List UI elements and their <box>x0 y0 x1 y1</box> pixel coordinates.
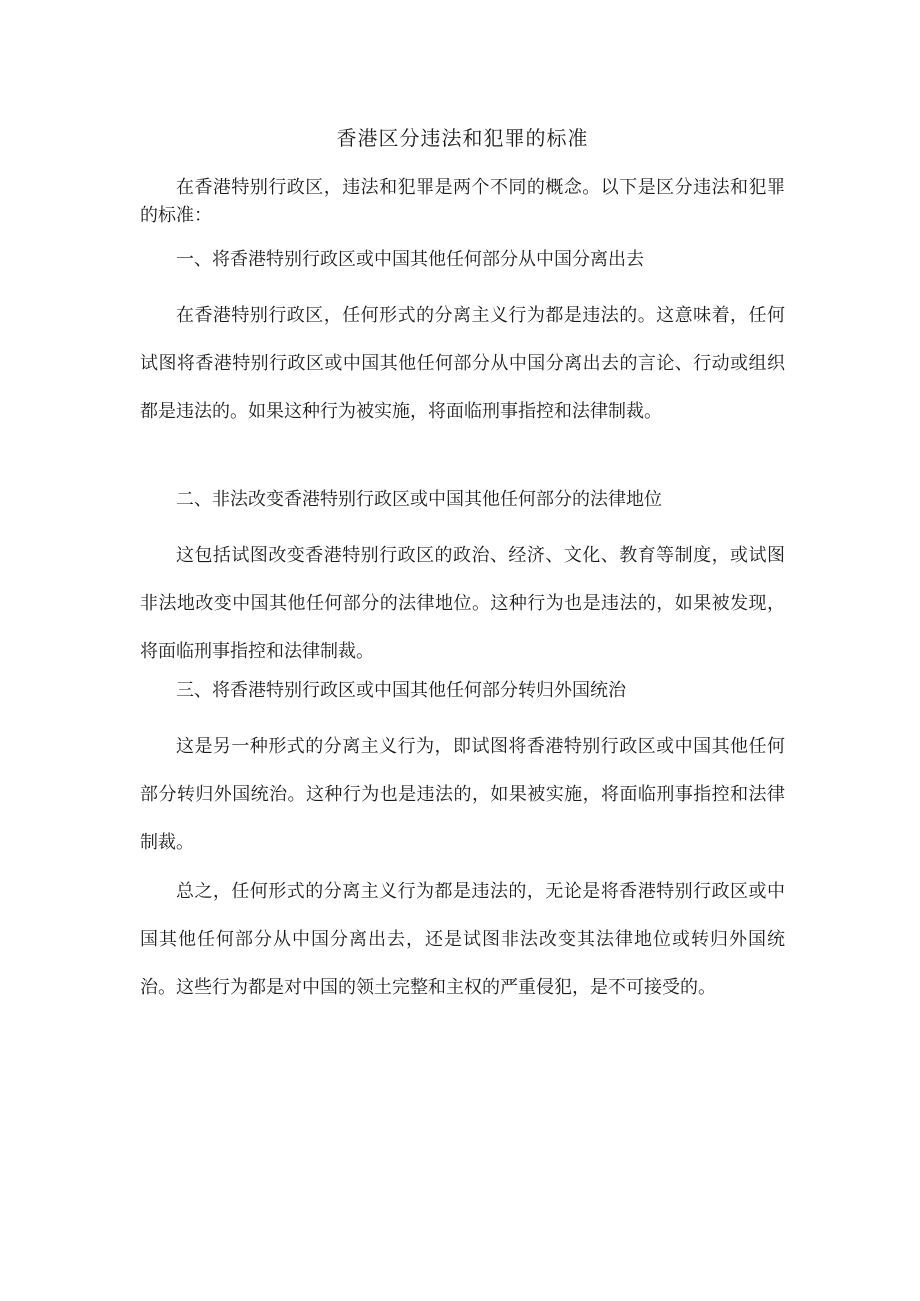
document-title: 香港区分违法和犯罪的标准 <box>336 126 589 150</box>
section-1-heading: 一、将香港特别行政区或中国其他任何部分从中国分离出去 <box>176 249 644 270</box>
section-1-body: 在香港特别行政区，任何形式的分离主义行为都是违法的。这意味着，任何试图将香港特别行政区或中国其他任何部分从中国分离出去的言论、行动或组织都是违法的。如果这种行为被实施，将面临刑事指控和法律制裁。 <box>140 305 785 422</box>
section-3-heading: 三、将香港特别行政区或中国其他任何部分转归外国统治 <box>176 680 626 701</box>
section-3-body: 这是另一种形式的分离主义行为，即试图将香港特别行政区或中国其他任何部分转归外国统治。这种行为也是违法的，如果被实施，将面临刑事指控和法律制裁。 <box>140 736 785 853</box>
section-2-body: 这包括试图改变香港特别行政区的政治、经济、文化、教育等制度，或试图非法地改变中国其他任何部分的法律地位。这种行为也是违法的，如果被发现，将面临刑事指控和法律制裁。 <box>140 545 785 662</box>
section-2-heading: 二、非法改变香港特别行政区或中国其他任何部分的法律地位 <box>176 489 662 510</box>
intro-paragraph: 在香港特别行政区，违法和犯罪是两个不同的概念。以下是区分违法和犯罪的标准： <box>140 177 785 226</box>
conclusion-paragraph: 总之，任何形式的分离主义行为都是违法的，无论是将香港特别行政区或中国其他任何部分从中国分离出去，还是试图非法改变其法律地位或转归外国统治。这些行为都是对中国的领土完整和主权的严重侵犯，是不可接受的。 <box>140 881 785 998</box>
